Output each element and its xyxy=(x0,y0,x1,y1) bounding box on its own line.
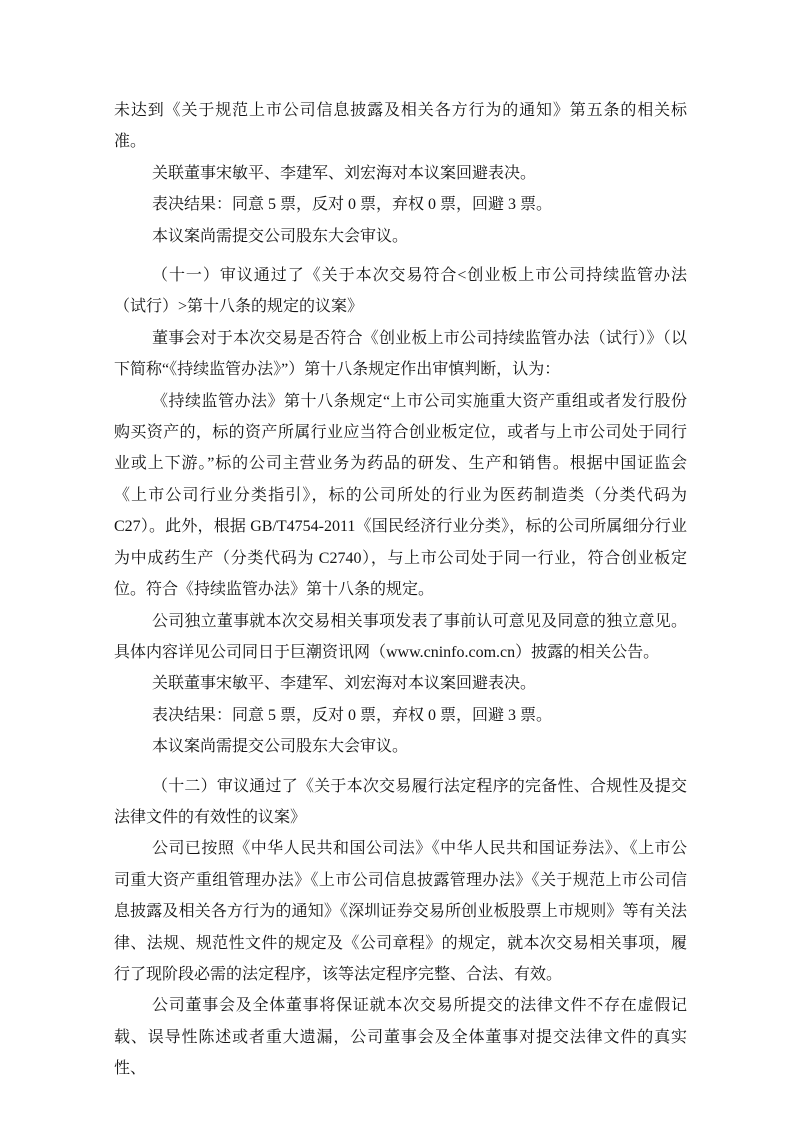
paragraph-recusal-item10: 关联董事宋敏平、李建军、刘宏海对本议案回避表决。 xyxy=(152,164,537,182)
paragraph-continuation: 未达到《关于规范上市公司信息披露及相关各方行为的通知》第五条的相关标准。 xyxy=(114,102,687,151)
paragraph-item11-article18-analysis: 《持续监管办法》第十八条规定“上市公司实施重大资产重组或者发行股份购买资产的，标的资产所属行业应当符合创业板定位，或者与上市公司处于同行业或上下游。”标的公司主营业务为药品的研发、生产和销售。根据中国证监会《上市公司行业分类指引》，标的公司所处的行业为医药制造类（分类代码为 C27）。此外，根据 GB/T4754-2011《国民经济行业分类》，标的公司所属细分行业为中成药生产（分类代码为 C2740），与上市公司处于同一行业，符合创业板定位。符合《持续监管办法》第十八条的规定。 xyxy=(114,392,687,599)
paragraph-vote-result-item10: 表决结果：同意 5 票，反对 0 票，弃权 0 票，回避 3 票。 xyxy=(152,196,553,214)
paragraph-shareholder-review-item10: 本议案尚需提交公司股东大会审议。 xyxy=(152,227,409,245)
document-text-column xyxy=(114,95,687,1085)
section-heading-item12: （十二）审议通过了《关于本次交易履行法定程序的完备性、合规性及提交法律文件的有效性的议案》 xyxy=(114,777,687,826)
paragraph-item11-independent-directors: 公司独立董事就本次交易相关事项发表了事前认可意见及同意的独立意见。具体内容详见公司同日于巨潮资讯网（www.cninfo.com.cn）披露的相关公告。 xyxy=(114,612,687,661)
paragraph-item12-board-guarantee: 公司董事会及全体董事将保证就本次交易所提交的法律文件不存在虚假记载、误导性陈述或者重大遗漏，公司董事会及全体董事对提交法律文件的真实性、 xyxy=(114,997,687,1078)
section-heading-item11: （十一）审议通过了《关于本次交易符合<创业板上市公司持续监管办法（试行）>第十八条的规定的议案》 xyxy=(114,267,687,316)
paragraph-shareholder-review-item11: 本议案尚需提交公司股东大会审议。 xyxy=(152,738,409,756)
paragraph-item12-legal-procedures: 公司已按照《中华人民共和国公司法》《中华人民共和国证券法》、《上市公司重大资产重组管理办法》《上市公司信息披露管理办法》《关于规范上市公司信息披露及相关各方行为的通知》《深圳证券交易所创业板股票上市规则》等有关法律、法规、规范性文件的规定及《公司章程》的规定，就本次交易相关事项，履行了现阶段必需的法定程序，该等法定程序完整、合法、有效。 xyxy=(114,840,687,983)
paragraph-item11-judgment-intro: 董事会对于本次交易是否符合《创业板上市公司持续监管办法（试行）》（以下简称“《持续监管办法》”）第十八条规定作出审慎判断，认为： xyxy=(114,329,687,379)
paragraph-vote-result-item11: 表决结果：同意 5 票，反对 0 票，弃权 0 票，回避 3 票。 xyxy=(152,706,553,724)
paragraph-recusal-item11: 关联董事宋敏平、李建军、刘宏海对本议案回避表决。 xyxy=(152,675,537,693)
